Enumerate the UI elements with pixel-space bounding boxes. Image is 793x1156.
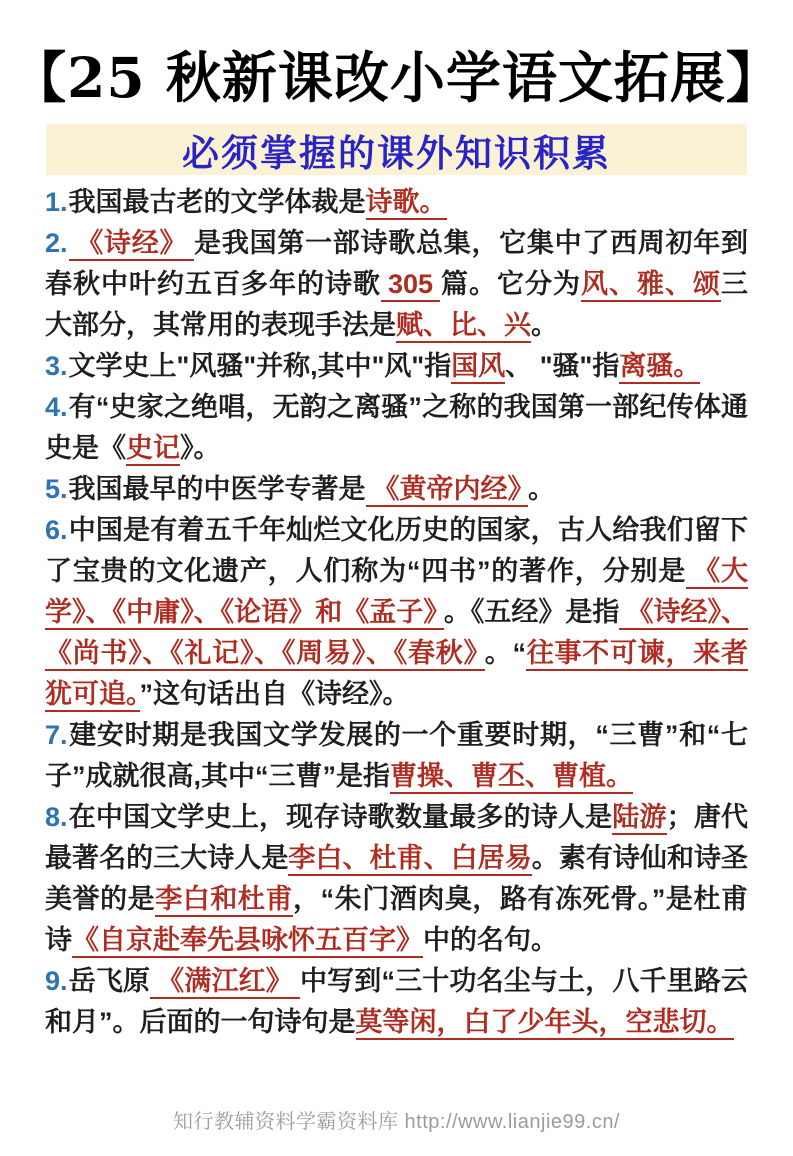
highlight-text: 诗歌。 [366,187,447,220]
highlight-text: 莫等闲，白了少年头，空悲切。 [356,1007,734,1040]
body-text: 、 "骚"指 [505,351,620,381]
highlight-text: 《诗经》 [69,228,195,261]
highlight-text: 《大学》、《中庸》、《论语》和《孟子》 [45,556,748,630]
highlight-text: 《满江红》 [150,966,300,999]
list-item [45,387,748,469]
highlight-text: 《诗经》、《尚书》、《礼记》、《周易》、《春秋》 [45,597,748,671]
highlight-text: 史记 [126,433,180,466]
item-number: 7. [45,720,68,750]
body-text: ”这句话出自《诗经》。 [139,679,410,709]
body-text: 中的名句。 [423,925,558,955]
list-item [45,223,748,346]
subtitle-banner [46,124,747,175]
list-item [45,469,748,510]
body-text: 中国是有着五千年灿烂文化历史的国家，古人给我们留下了宝贵的文化遗产，人们称为“四书”的著作，分别是 [45,515,748,586]
list-item [45,346,748,387]
body-text: 。 [531,310,558,340]
item-number: 2. [45,228,68,258]
body-text: 文学史上"风骚"并称,其中"风"指 [68,351,452,381]
subtitle-text: 必须掌握的课外知识积累 [182,130,611,175]
list-item [45,961,748,1043]
list-item [45,715,748,797]
highlight-text: 李白和杜甫 [155,884,293,917]
body-text: 。“ [484,638,526,668]
highlight-text: 往事不可谏，来者犹可追。 [45,638,748,712]
body-text: 篇。它分为 [440,269,582,299]
body-text: 。 [528,474,556,504]
body-text: 我国最古老的文学体裁是 [68,187,366,217]
body-text: ，“朱门酒肉臭，路有冻死骨。”是杜甫诗 [45,884,749,955]
item-number: 5. [45,474,68,504]
knowledge-list [45,182,748,1043]
body-text: 有“史家之绝唱，无韵之离骚”之称的我国第一部纪传体通史是《 [45,392,748,463]
body-text: 。《五经》是指 [443,597,620,627]
highlight-text: 陆游 [612,802,666,835]
item-number: 9. [45,966,68,996]
item-number: 6. [45,515,68,545]
body-text: 我国最早的中医学专著是 [68,474,366,504]
item-number: 4. [45,392,68,422]
body-text: 建安时期是我国文学发展的一个重要时期，“三曹”和“七子”成就很高,其中“三曹”是指 [45,720,748,791]
item-number: 8. [45,802,68,832]
body-text: 岳飞原 [68,966,151,996]
body-text: 三大部分，其常用的表现手法是 [45,269,749,340]
highlight-text: 305 [381,269,440,302]
body-text: 是我国第一部诗歌总集，它集中了西周初年到春秋中叶约五百多年的诗歌 [45,228,749,299]
document-page [0,34,793,1156]
page-title: 【25 秋新课改小学语文拓展】 [11,45,782,110]
highlight-text: 赋、比、兴 [396,310,531,343]
item-number: 3. [45,351,68,381]
footer-text: 知行教辅资料学霸资料库 http://www.lianjie99.cn/ [173,1111,620,1133]
list-item [45,797,748,961]
body-text: 》。 [180,433,221,463]
list-item [45,510,748,715]
body-text: ；唐代最著名的三大诗人是 [45,802,749,873]
body-text: 在中国文学史上，现存诗歌数量最多的诗人是 [68,802,613,832]
highlight-text: 李白、杜甫、白居易 [288,843,531,876]
highlight-text: 离骚。 [619,351,700,384]
highlight-text: 曹操、曹丕、曹植。 [390,761,633,794]
body-text: 。素有诗仙和诗圣美誉的是 [45,843,749,914]
highlight-text: 《自京赴奉先县咏怀五百字》 [72,925,423,958]
list-item [45,182,748,223]
highlight-text: 《黄帝内经》 [366,474,529,507]
highlight-text: 国风 [451,351,505,384]
body-text: 中写到“三十功名尘与土，八千里路云和月”。后面的一句诗句是 [45,966,749,1037]
highlight-text: 风、雅、颂 [581,269,721,302]
item-number: 1. [45,187,68,217]
